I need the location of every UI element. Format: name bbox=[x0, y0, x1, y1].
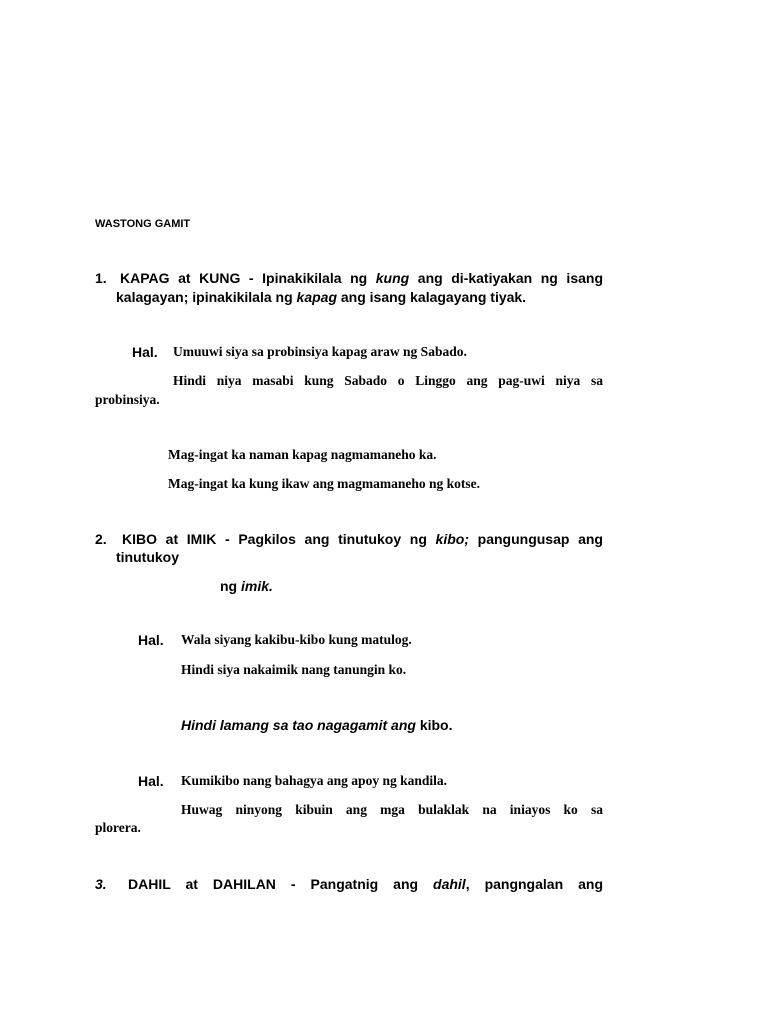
item-1-heading-cont: kalagayan; ipinakikilala ng kapag ang isang kalagayang tiyak. bbox=[116, 289, 527, 305]
hal-label: Hal. bbox=[132, 344, 158, 360]
item-2-heading-cont: ng imik. bbox=[220, 578, 273, 594]
example-sentence-cont: probinsiya. bbox=[95, 392, 160, 407]
example-sentence: Kumikibo nang bahagya ang apoy ng kandila. bbox=[181, 773, 447, 788]
note: Hindi lamang sa tao nagagamit ang kibo. bbox=[181, 717, 453, 733]
example-sentence: Mag-ingat ka naman kapag nagmamaneho ka. bbox=[168, 447, 437, 462]
hal-label: Hal. bbox=[138, 632, 164, 648]
example-sentence: Hindi niya masabi kung Sabado o Linggo ang pag-uwi niya sa bbox=[173, 373, 603, 388]
item-3-heading: DAHIL at DAHILAN - Pangatnig ang dahil, pangngalan ang bbox=[128, 876, 603, 892]
example-sentence: Wala siyang kakibu-kibo kung matulog. bbox=[181, 632, 412, 647]
example-sentence-cont: plorera. bbox=[95, 820, 141, 835]
item-2-number: 2. bbox=[95, 531, 107, 547]
example-sentence: Hindi siya nakaimik nang tanungin ko. bbox=[181, 662, 407, 677]
item-1-number: 1. bbox=[95, 270, 107, 286]
item-2-heading-cont: tinutukoy bbox=[116, 549, 179, 565]
example-sentence: Huwag ninyong kibuin ang mga bulaklak na iniayos ko sa bbox=[181, 802, 603, 817]
document-title: WASTONG GAMIT bbox=[95, 218, 191, 230]
example-sentence: Mag-ingat ka kung ikaw ang magmamaneho ng kotse. bbox=[168, 476, 481, 491]
hal-label: Hal. bbox=[138, 773, 164, 789]
item-2-heading: KIBO at IMIK - Pagkilos ang tinutukoy ng kibo; pangungusap ang bbox=[122, 531, 603, 547]
item-1-heading: KAPAG at KUNG - Ipinakikilala ng kung ang di-katiyakan ng isang bbox=[120, 270, 603, 286]
example-sentence: Umuuwi siya sa probinsiya kapag araw ng Sabado. bbox=[173, 344, 467, 359]
item-3-number: 3. bbox=[95, 876, 107, 892]
